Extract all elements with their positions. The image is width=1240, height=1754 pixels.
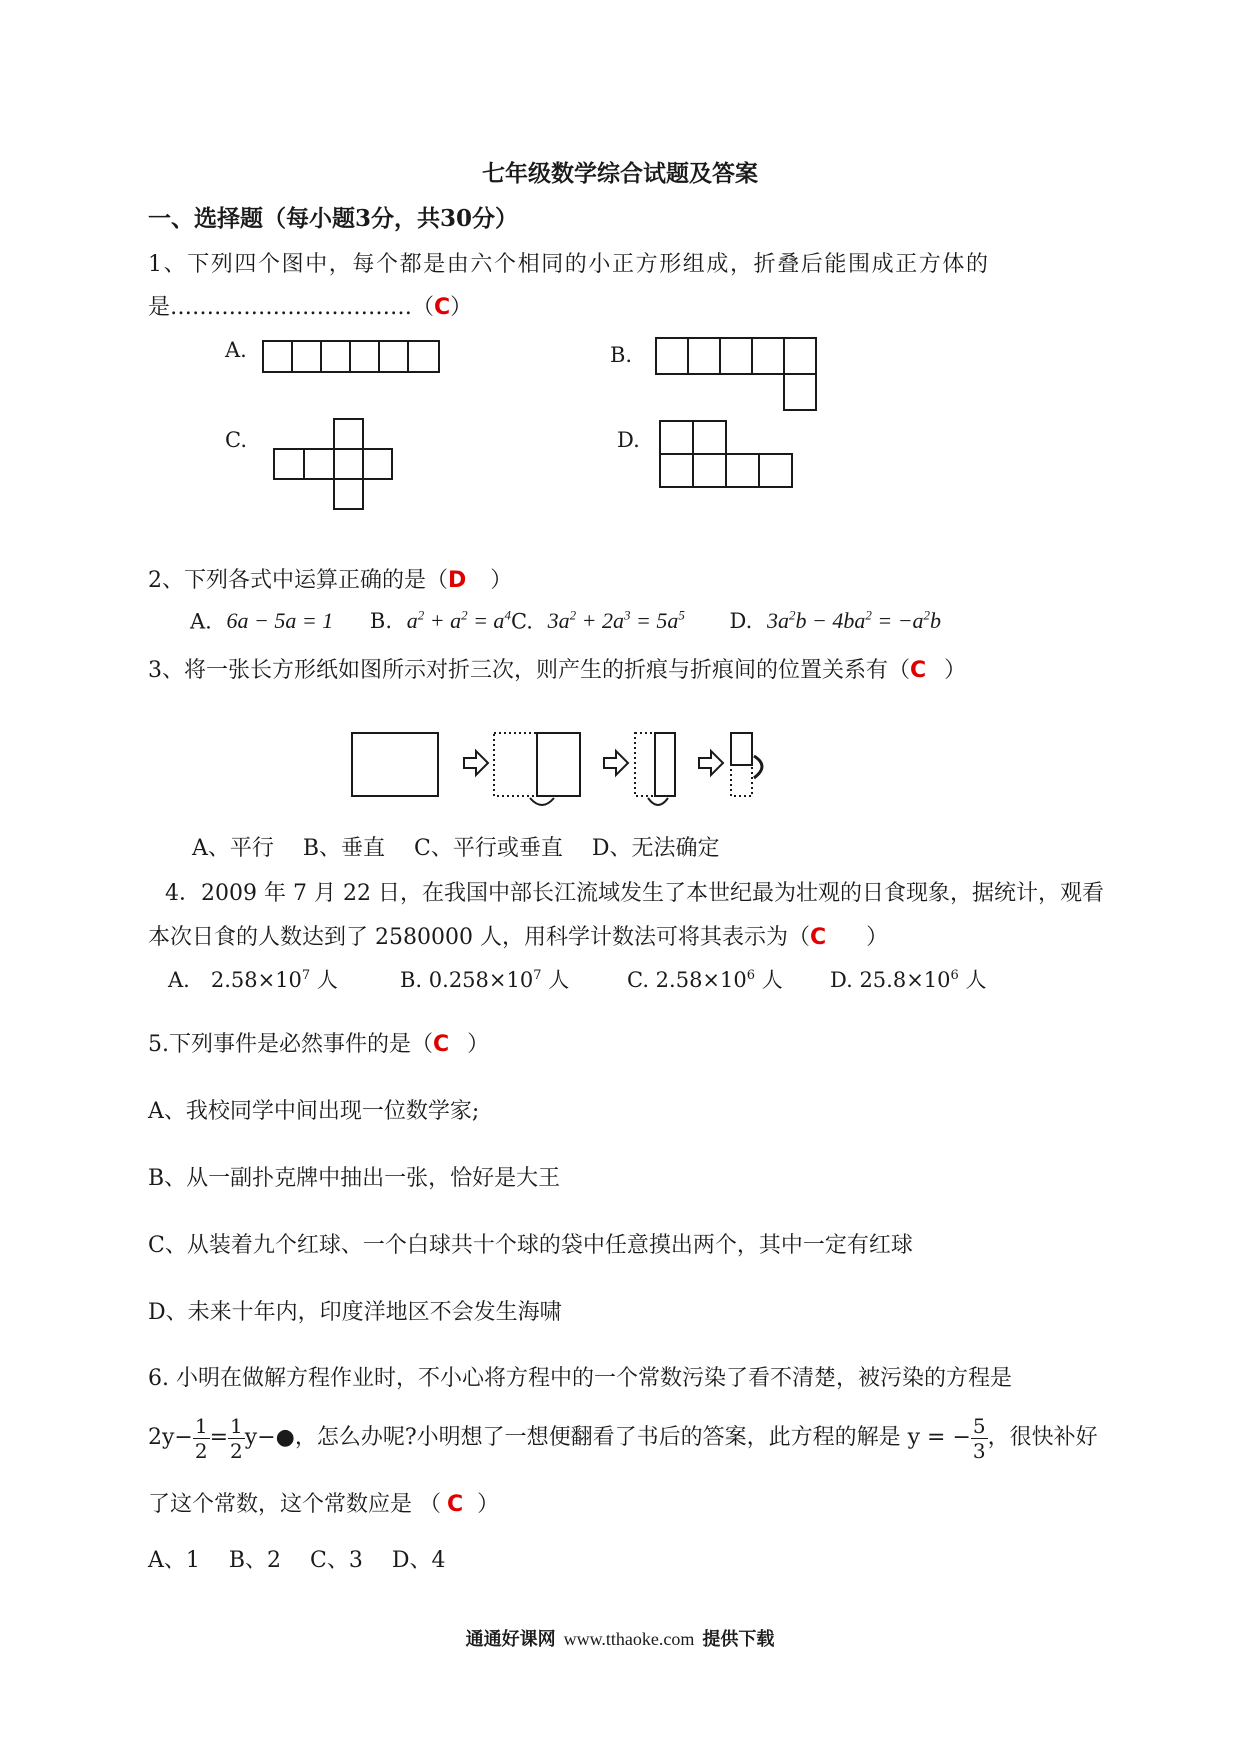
q4-opt-b-unit: 人 <box>548 968 570 992</box>
paper-folding-figure <box>350 730 780 810</box>
q1-line2 <box>148 290 472 321</box>
q1-label-c: C. <box>225 428 247 452</box>
page-footer <box>0 1625 1240 1651</box>
q6-frac-1-num: 1 <box>194 1413 208 1438</box>
q4-opt-b <box>400 964 569 994</box>
q4-opt-c <box>627 964 783 994</box>
q1-close-paren: ） <box>450 295 473 320</box>
q5-stem-text: 5.下列事件是必然事件的是（ <box>148 1032 433 1057</box>
q1-stem-end: 是……………………………（ <box>148 295 435 320</box>
footer-site-name: 通通好课网 <box>465 1629 556 1650</box>
q6-eq-mid: = <box>209 1425 229 1450</box>
q4-opt-d-unit: 人 <box>965 968 987 992</box>
q6-line2-end: ，很快补好 <box>987 1425 1098 1450</box>
q4-line2 <box>148 920 888 951</box>
q2-answer: D <box>448 568 467 593</box>
q3-close-paren: ） <box>944 658 967 683</box>
q1-label-b: B. <box>610 343 633 367</box>
q4-opt-b-exp: 7 <box>533 968 542 983</box>
q1-answer: C <box>434 295 451 320</box>
q6-eq-start: 2y− <box>148 1425 193 1450</box>
net-figure-b <box>655 337 820 413</box>
page-title: 七年级数学综合试题及答案 <box>482 160 758 187</box>
footer-download-text: 提供下载 <box>702 1629 775 1650</box>
net-figure-d <box>659 420 797 490</box>
q6-line2 <box>148 1410 1098 1466</box>
q4-opt-c-unit: 人 <box>761 968 783 992</box>
q6-frac-3-den: 3 <box>972 1438 986 1463</box>
q6-frac-1 <box>193 1414 210 1463</box>
q3-stem-text: 3、将一张长方形纸如图所示对折三次，则产生的折痕与折痕间的位置关系有（ <box>148 658 910 683</box>
q2-opt-c: $3a^2 + 2a^3 = 5a^5$ <box>547 608 685 634</box>
q5-opt-b: B、从一副扑克牌中抽出一张，恰好是大王 <box>148 1166 561 1191</box>
q2-options <box>190 608 941 634</box>
q2-opt-c-label: C. <box>510 609 533 634</box>
q6-frac-3-num: 5 <box>972 1413 986 1438</box>
q6-answer: C <box>447 1492 464 1517</box>
q5-opt-a: A、我校同学中间出现一位数学家; <box>148 1099 480 1124</box>
q4-opt-a <box>168 964 338 994</box>
q6-options: A、1 B、2 C、3 D、4 <box>148 1548 446 1573</box>
q6-line3 <box>148 1487 499 1518</box>
q1-line1: 1、下列四个图中，每个都是由六个相同的小正方形组成，折叠后能围成正方体的 <box>148 252 990 277</box>
q6-frac-1-den: 2 <box>194 1438 208 1463</box>
q4-opt-c-exp: 6 <box>746 968 756 983</box>
q2-stem <box>148 563 512 594</box>
q2-opt-b-label: B. <box>369 609 393 634</box>
q6-close-paren: ） <box>477 1492 500 1517</box>
q5-opt-d: D、未来十年内，印度洋地区不会发生海啸 <box>148 1300 562 1325</box>
q4-opt-b-text: B. 0.258×10 <box>400 968 534 992</box>
q1-label-d: D. <box>617 428 640 452</box>
q1-label-a: A. <box>225 338 247 362</box>
q4-line1: 4．2009 年 7 月 22 日，在我国中部长江流域发生了本世纪最为壮观的日食现象，据统计，观看 <box>165 881 1104 906</box>
q5-answer: C <box>433 1032 450 1057</box>
q2-opt-d: $3a^2b - 4ba^2 = -a^2b$ <box>766 608 942 634</box>
q4-line2-text: 本次日食的人数达到了 2580000 人，用科学计数法可将其表示为（ <box>148 925 810 950</box>
net-figure-a <box>262 340 442 374</box>
q2-close-paren: ） <box>490 568 513 593</box>
q6-eq-y: y−● <box>244 1425 295 1450</box>
q4-opt-a-exp: 7 <box>301 968 311 983</box>
footer-url: www.tthaoke.com <box>563 1629 695 1649</box>
q2-opt-b: $a^2 + a^2 = a^4$ <box>406 608 511 634</box>
q5-stem <box>148 1027 489 1058</box>
q4-opt-a-text: A. 2.58×10 <box>168 968 302 992</box>
q4-opt-d-exp: 6 <box>950 968 959 983</box>
q2-opt-d-label: D. <box>729 609 753 634</box>
section-heading: 一、选择题（每小题3分，共30分） <box>148 205 519 232</box>
q6-line2-text: ，怎么办呢?小明想了一想便翻看了书后的答案，此方程的解是 y = − <box>294 1425 971 1450</box>
q4-opt-d <box>830 964 986 994</box>
q3-answer: C <box>910 658 927 683</box>
q6-frac-2-den: 2 <box>230 1438 243 1463</box>
q3-stem <box>148 653 966 684</box>
q6-frac-2-num: 1 <box>230 1413 243 1438</box>
q6-line1: 6. 小明在做解方程作业时，不小心将方程中的一个常数污染了看不清楚，被污染的方程是 <box>148 1366 1012 1391</box>
q4-opt-c-text: C. 2.58×10 <box>627 968 747 992</box>
q5-opt-c: C、从装着九个红球、一个白球共十个球的袋中任意摸出两个，其中一定有红球 <box>148 1233 913 1258</box>
q3-options: A、平行 B、垂直 C、平行或垂直 D、无法确定 <box>192 836 720 861</box>
q4-opt-d-text: D. 25.8×10 <box>830 968 951 992</box>
q2-stem-text: 2、下列各式中运算正确的是（ <box>148 568 448 593</box>
q6-line3-text: 了这个常数，这个常数应是 （ <box>148 1492 441 1517</box>
q4-close-paren: ） <box>866 925 889 950</box>
q2-opt-a-label: A. <box>190 609 212 634</box>
q6-frac-2 <box>228 1414 245 1463</box>
q5-close-paren: ） <box>467 1032 490 1057</box>
q4-opt-a-unit: 人 <box>316 968 338 992</box>
q4-answer: C <box>809 925 827 950</box>
q2-opt-a: 6a − 5a = 1 <box>226 608 334 634</box>
net-figure-c <box>273 418 398 511</box>
q6-frac-3 <box>971 1414 988 1463</box>
